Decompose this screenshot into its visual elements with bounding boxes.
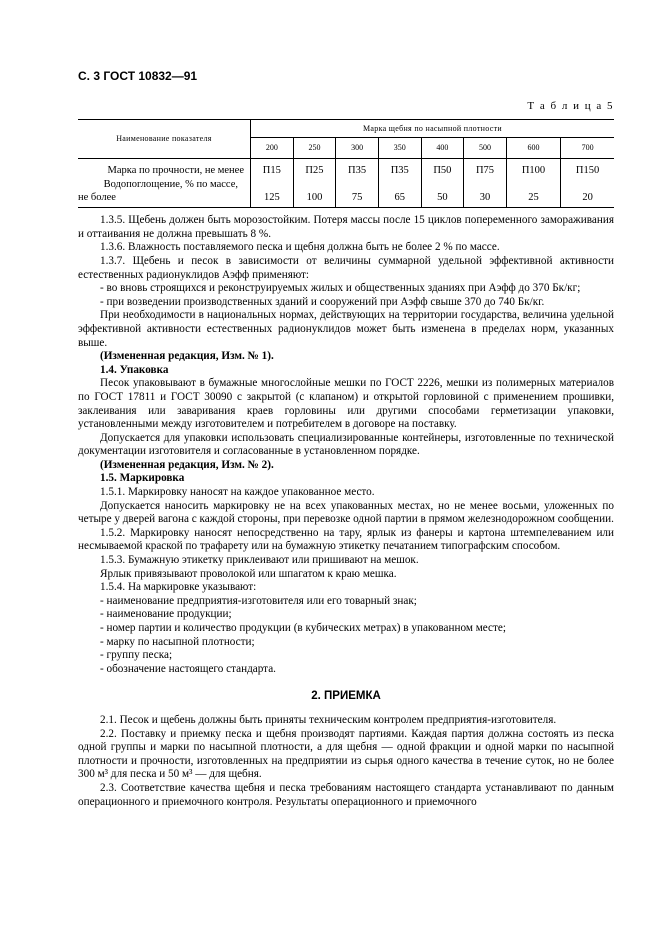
paragraph-1-5-3: 1.5.3. Бумажную этикетку приклеивают или пришивают на мешок. [100,554,419,567]
table-cell: 125 [251,178,294,208]
column-header: 600 [506,137,560,159]
paragraph-1-5-2: 1.5.2. Маркировку наносят непосредственно на тару, ярлык из фанеры и картона штемпелеванием или несмываемой краской по трафарету или на бумажную этикетку печатанием типографским способом. [78,526,614,553]
table-name-header: Наименование показателя [78,120,251,159]
table-cell: 20 [582,191,593,203]
heading-1-5: 1.5. Маркировка [100,472,185,485]
table-row [78,159,614,179]
table-cell: 75 [336,178,379,208]
marking-list [78,595,614,677]
paragraph-1-3-7-c: При необходимости в национальных нормах, действующих на территории государства, величина удельной эффективной активности естественных радионуклидов может быть изменена в пределах норм, указанных выше. [78,309,614,349]
list-item: - группу песка; [100,649,173,662]
paragraph-2-3: 2.3. Соответствие качества щебня и песка требованиям настоящего стандарта устанавливают по данным операционного и приемочного контроля. Результаты операционного и приемочного [78,781,614,808]
table-cell: П25 [293,159,336,179]
table-cell: 25 [506,178,560,208]
table-cell: П35 [378,159,421,179]
list-item: - номер партии и количество продукции (в кубических метрах) в упакованном месте; [100,622,506,634]
table-cell: 65 [378,178,421,208]
list-item: - марку по насыпной плотности; [100,635,255,648]
table-cell: П150 [575,165,600,177]
paragraph-1-3-7-a: - во вновь строящихся и реконструируемых жилых и общественных зданиях при Aэфф до 370 Бк/кг; [100,282,581,295]
column-header: 300 [336,137,379,159]
table-cell: 50 [421,178,464,208]
paragraph-1-5-3-b: Ярлык привязывают проволокой или шпагатом к краю мешка. [100,567,397,580]
section-2-heading: 2. ПРИЕМКА [311,690,381,703]
properties-table [78,119,614,208]
paragraph-1-4-b: Допускается для упаковки использовать специализированные контейнеры, изготовленные по технической документации изготовителя и согласованные в установленном порядке. [78,431,614,458]
heading-1-4: 1.4. Упаковка [100,363,169,376]
paragraph-1-3-7: 1.3.7. Щебень и песок в зависимости от величины суммарной удельной эффективной активности естественных радионуклидов Aэфф применяют: [78,254,614,281]
table-cell: 30 [464,178,507,208]
table-cell: 100 [293,178,336,208]
column-header: 350 [378,137,421,159]
row-label [78,178,251,208]
table-cell: П35 [336,159,379,179]
column-header: 700 [561,137,614,159]
paragraph-1-5-1: 1.5.1. Маркировку наносят на каждое упакованное место. [100,486,375,499]
list-item: - наименование предприятия-изготовителя или его товарный знак; [100,594,417,607]
table-group-header: Марка щебня по насыпной плотности [251,120,615,137]
table-cell: П100 [506,159,560,179]
column-header: 200 [251,137,294,159]
table-cell: П15 [251,159,294,179]
list-item: - обозначение настоящего стандарта. [100,662,276,675]
paragraph-1-3-5: 1.3.5. Щебень должен быть морозостойким. Потеря массы после 15 циклов попеременного замораживания и оттаивания не должна превышать 8 %. [78,214,614,240]
edition-note-2: (Измененная редакция, Изм. № 2). [100,458,274,471]
row-label-line: Водопоглощение, % по массе, [103,179,238,191]
paragraph-2-2: 2.2. Поставку и приемку песка и щебня производят партиями. Каждая партия должна состоять из песка одной группы и марки по насыпной плотности, а для щебня — одной фракции и одной марки по насыпной плотности и прочности, изготовленных на предприятии из сырья одного качества в течение суток, но не более 300 м³ для песка и 50 м³ — для щебня. [78,727,614,781]
row-label: Марка по прочности, не менее [78,159,251,179]
table-label: Т а б л и ц а 5 [527,99,614,112]
page-header: С. 3 ГОСТ 10832—91 [78,69,198,83]
paragraph-1-5-1-b: Допускается наносить маркировку не на всех упакованных местах, но не менее восьми, уложенных по четыре у дверей вагона с каждой стороны, при перевозке одной партии в прямом железнодорожном сообщении. [78,499,614,526]
column-header: 500 [464,137,507,159]
document-page [78,70,614,809]
table-cell: П50 [421,159,464,179]
list-item: - наименование продукции; [100,608,232,621]
table-row [78,178,614,208]
paragraph-1-4-a: Песок упаковывают в бумажные многослойные мешки по ГОСТ 2226, мешки из полимерных материалов по ГОСТ 17811 и ГОСТ 30090 с закрытой (с клапаном) и открытой горловиной с применением прошивки, заклеивания или заваривания краев горловины или другими способами герметизации упаковки, установленными между изготовителем и потребителем в договоре на поставку. [78,377,614,431]
paragraph-2-1: 2.1. Песок и щебень должны быть приняты техническим контролем предприятия-изготовителя. [100,713,557,726]
edition-note-1: (Измененная редакция, Изм. № 1). [100,350,274,363]
column-header: 400 [421,137,464,159]
column-header: 250 [293,137,336,159]
row-label-line: не более [78,192,116,204]
table-cell: П75 [464,159,507,179]
paragraph-1-3-7-b: - при возведении производственных зданий и сооружений при Aэфф свыше 370 до 740 Бк/кг. [100,295,545,308]
paragraph-1-5-4: 1.5.4. На маркировке указывают: [100,581,257,594]
paragraph-1-3-6: 1.3.6. Влажность поставляемого песка и щебня должна быть не более 2 % по массе. [100,241,500,254]
